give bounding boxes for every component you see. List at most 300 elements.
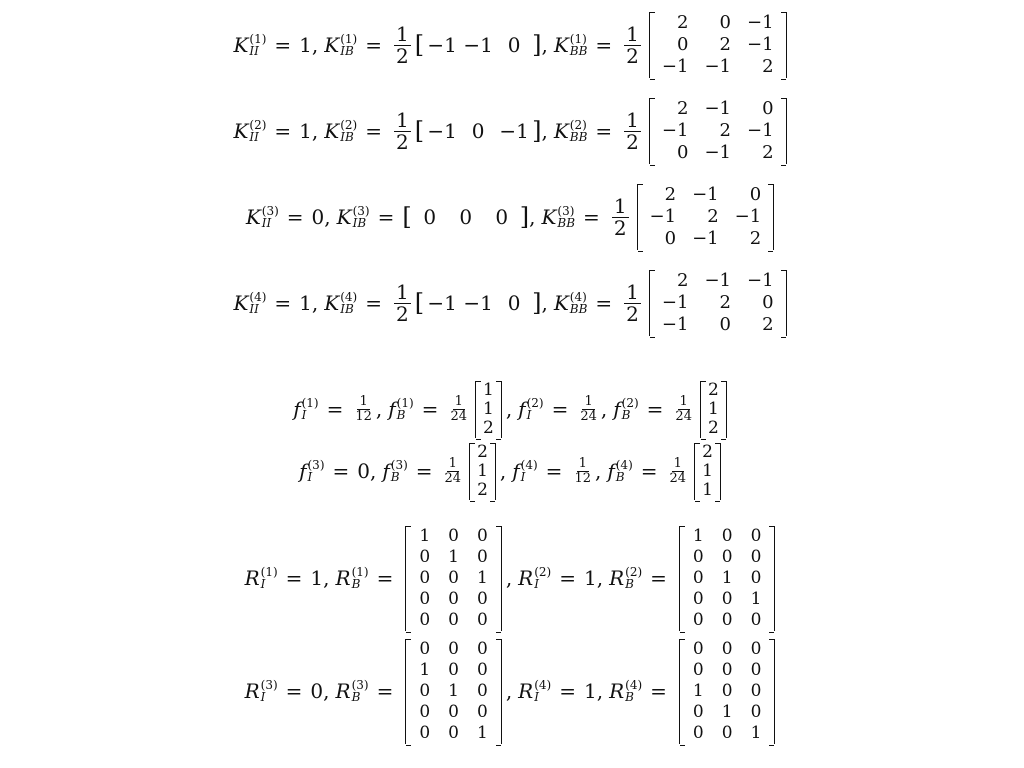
matrix-entry: −1	[704, 56, 731, 77]
r-i-symbol-superscript: (3)	[260, 678, 278, 692]
equals-sign: =	[376, 679, 394, 703]
r-b-symbol-letter: R	[335, 566, 351, 590]
k-ii-symbol-scripts	[262, 205, 279, 229]
r-b-symbol-letter: R	[335, 679, 351, 703]
matrix-entry: 0	[677, 142, 689, 163]
k-bb-symbol-superscript: (4)	[569, 290, 587, 304]
matrix-entry: 0	[692, 567, 704, 588]
f-b-prefactor	[670, 457, 687, 485]
k-ib-prefactor	[394, 21, 411, 68]
r-i-symbol-scripts	[261, 679, 278, 703]
matrix-entry: 1	[750, 588, 762, 609]
restriction-equation-row	[0, 636, 1024, 746]
comma: ,	[311, 33, 319, 57]
k-ib-symbol-superscript: (4)	[340, 290, 358, 304]
f-b-symbol-scripts	[622, 397, 639, 421]
f-b-prefactor-denominator: 24	[450, 408, 467, 424]
comma: ,	[505, 679, 513, 703]
equals-sign: =	[415, 459, 433, 483]
f-b-prefactor-denominator: 24	[669, 470, 687, 486]
matrix-entry: −1	[692, 228, 719, 249]
r-b-symbol-letter: R	[609, 679, 625, 703]
matrix-entry: −1	[704, 142, 731, 163]
k-ib-symbol-scripts	[353, 205, 370, 229]
k-bb-prefactor-denominator: 2	[626, 129, 639, 154]
k-ib-symbol-scripts	[340, 33, 357, 57]
k-ii-symbol	[233, 291, 266, 315]
k-ib-prefactor-denominator: 2	[395, 301, 409, 326]
matrix-entry: 0	[419, 680, 431, 701]
k-ii-symbol-letter: K	[233, 119, 249, 143]
r-i-value: 1	[584, 679, 597, 703]
k-bb-symbol	[554, 291, 588, 315]
r-i-symbol-letter: R	[244, 679, 260, 703]
matrix-entry: 0	[476, 680, 488, 701]
matrix-entry: 1	[419, 659, 431, 680]
matrix-entry: −1	[661, 56, 689, 77]
k-bb-prefactor	[612, 193, 629, 240]
f-b-vector	[469, 443, 496, 500]
stiffness-equation-row	[0, 10, 1024, 80]
matrix-entry: 0	[448, 722, 459, 743]
equals-sign: =	[650, 679, 667, 703]
k-ib-prefactor-numerator: 1	[395, 21, 409, 46]
k-ib-symbol-subscript: IB	[340, 44, 354, 58]
r-b-symbol	[609, 679, 642, 703]
matrix-entry: 0	[476, 525, 488, 546]
matrix-entry: 0	[721, 588, 733, 609]
matrix-entry: 1	[692, 525, 704, 546]
equals-sign: =	[274, 291, 292, 315]
stiffness-equation-row	[0, 268, 1024, 338]
equals-sign: =	[583, 205, 600, 229]
k-ib-vector	[415, 289, 542, 317]
k-bb-symbol	[541, 205, 575, 229]
equals-sign: =	[545, 459, 563, 483]
vector-entry: −1	[463, 291, 493, 315]
matrix-entry: −1	[692, 184, 719, 205]
matrix-entry: 1	[476, 722, 488, 743]
f-b-symbol-letter: f	[382, 459, 390, 483]
k-ii-symbol	[233, 119, 266, 143]
k-ib-prefactor-denominator: 2	[395, 129, 409, 154]
k-ib-prefactor	[394, 279, 411, 326]
matrix-entry: 0	[448, 609, 459, 630]
k-ib-symbol-superscript: (1)	[340, 32, 358, 46]
f-b-symbol-superscript: (3)	[390, 458, 408, 472]
matrix-entry: 1	[702, 460, 713, 481]
matrix-entry: 2	[749, 228, 762, 249]
k-bb-symbol-subscript: BB	[569, 302, 588, 316]
f-b-prefactor-numerator: 1	[673, 455, 682, 471]
k-bb-matrix	[637, 184, 775, 250]
equals-sign: =	[559, 679, 576, 703]
f-b-vector	[475, 381, 502, 438]
r-b-symbol-superscript: (3)	[351, 678, 369, 692]
matrix-entry: 2	[707, 379, 719, 400]
stiffness-equation-row	[0, 182, 1024, 252]
matrix-entry: 0	[692, 659, 704, 680]
f-b-prefactor	[675, 395, 692, 423]
f-i-symbol-letter: f	[512, 459, 520, 483]
k-ib-prefactor-denominator: 2	[395, 43, 409, 68]
matrix-entry: 2	[762, 142, 774, 163]
k-ii-symbol-scripts	[249, 291, 266, 315]
f-b-symbol	[613, 397, 638, 421]
equals-sign: =	[377, 205, 395, 229]
matrix-entry: 0	[750, 659, 762, 680]
k-bb-prefactor-numerator: 1	[626, 279, 639, 304]
right-bracket: ]	[532, 117, 542, 145]
matrix-entry: 1	[702, 479, 713, 500]
f-i-value: 0	[357, 459, 370, 483]
comma: ,	[375, 397, 383, 421]
matrix-entry: −1	[734, 206, 762, 227]
f-i-symbol-scripts	[302, 397, 319, 421]
f-i-fraction-numerator: 1	[359, 393, 368, 409]
matrix-entry: 1	[482, 379, 494, 400]
k-bb-symbol-scripts	[570, 291, 588, 315]
matrix-entry: 1	[448, 546, 459, 567]
f-b-prefactor	[445, 457, 462, 485]
matrix-entry: 0	[692, 722, 704, 743]
left-bracket: [	[402, 203, 412, 231]
equals-sign: =	[365, 33, 382, 57]
k-ii-symbol	[233, 33, 266, 57]
r-i-symbol	[518, 679, 551, 703]
left-bracket: [	[414, 117, 425, 145]
k-ib-symbol-superscript: (3)	[352, 204, 370, 218]
f-b-symbol-subscript: B	[390, 470, 400, 484]
k-ib-symbol	[324, 33, 357, 57]
f-i-symbol-scripts	[527, 397, 544, 421]
matrix-entry: 0	[692, 701, 704, 722]
k-ib-symbol	[337, 205, 370, 229]
comma: ,	[541, 291, 548, 315]
k-bb-symbol-letter: K	[553, 291, 569, 315]
matrix-entry: 1	[482, 398, 494, 419]
f-b-vector	[694, 443, 721, 500]
left-bracket: [	[414, 31, 425, 59]
r-i-symbol-scripts	[261, 566, 278, 590]
f-i-symbol	[299, 459, 324, 483]
k-bb-matrix	[649, 12, 787, 78]
right-bracket: ]	[532, 31, 542, 59]
k-ii-value: 1	[299, 119, 312, 143]
matrix-entry: 1	[419, 525, 431, 546]
f-i-fraction-denominator: 12	[574, 470, 591, 486]
k-ii-symbol-subscript: II	[261, 216, 272, 230]
k-bb-prefactor-numerator: 1	[626, 107, 639, 132]
matrix-entry: −1	[704, 98, 731, 119]
r-i-symbol	[245, 566, 278, 590]
r-b-symbol-superscript: (4)	[625, 678, 643, 692]
matrix-entry: 0	[721, 638, 733, 659]
equals-sign: =	[559, 566, 576, 590]
comma: ,	[596, 679, 604, 703]
f-i-symbol-superscript: (2)	[526, 396, 544, 410]
k-bb-prefactor-numerator: 1	[626, 21, 639, 46]
k-ib-symbol-subscript: IB	[352, 216, 367, 230]
matrix-entry: 1	[476, 567, 488, 588]
r-b-symbol	[336, 679, 369, 703]
k-ii-symbol-superscript: (4)	[249, 290, 267, 304]
k-bb-prefactor-denominator: 2	[626, 43, 639, 68]
k-ib-vector	[402, 203, 529, 231]
f-b-vector	[700, 381, 727, 438]
r-b-symbol-subscript: B	[351, 577, 361, 591]
r-b-symbol	[336, 566, 369, 590]
f-i-symbol-superscript: (3)	[307, 458, 325, 472]
comma: ,	[541, 33, 548, 57]
matrix-entry: −1	[747, 120, 774, 141]
matrix-entry: 0	[750, 680, 762, 701]
k-bb-symbol-subscript: BB	[569, 44, 588, 58]
k-ii-symbol	[246, 205, 279, 229]
matrix-entry: 0	[750, 609, 762, 630]
comma: ,	[324, 205, 331, 229]
comma: ,	[529, 205, 536, 229]
f-i-symbol-scripts	[308, 459, 325, 483]
f-b-symbol-superscript: (1)	[396, 396, 414, 410]
vector-entry: 0	[471, 119, 485, 143]
comma: ,	[505, 397, 513, 421]
k-ii-symbol-scripts	[249, 33, 266, 57]
comma: ,	[596, 566, 604, 590]
equals-sign: =	[365, 291, 382, 315]
comma: ,	[311, 291, 319, 315]
matrix-entry: 0	[419, 588, 431, 609]
k-ii-symbol-scripts	[249, 119, 266, 143]
matrix-entry: −1	[661, 120, 689, 141]
r-i-symbol-letter: R	[244, 566, 260, 590]
f-b-symbol-superscript: (2)	[621, 396, 639, 410]
equals-sign: =	[274, 33, 292, 57]
vector-entry: −1	[427, 33, 457, 57]
matrix-entry: 0	[419, 722, 431, 743]
matrix-entry: 1	[477, 460, 488, 481]
matrix-entry: 0	[448, 525, 459, 546]
matrix-entry: −1	[704, 270, 731, 291]
matrix-entry: 0	[476, 701, 488, 722]
equals-sign: =	[595, 119, 613, 143]
matrix-entry: 0	[476, 546, 488, 567]
equals-sign: =	[595, 291, 613, 315]
r-i-symbol	[245, 679, 278, 703]
matrix-entry: 0	[419, 701, 431, 722]
vector-entry: 0	[495, 205, 509, 229]
k-ib-vector	[415, 117, 542, 145]
matrix-entry: 2	[664, 184, 677, 205]
r-b-symbol-scripts	[625, 679, 642, 703]
f-b-symbol	[388, 397, 413, 421]
k-ib-symbol-scripts	[340, 291, 357, 315]
r-i-symbol-subscript: I	[260, 690, 266, 704]
comma: ,	[370, 459, 377, 483]
k-ib-symbol-letter: K	[324, 119, 340, 143]
vector-entry: −1	[499, 119, 529, 143]
matrix-entry: 0	[692, 638, 704, 659]
f-i-fraction	[355, 395, 372, 423]
k-ib-prefactor-numerator: 1	[395, 279, 409, 304]
k-ib-symbol	[324, 291, 357, 315]
f-b-symbol-letter: f	[613, 397, 621, 421]
k-bb-prefactor	[624, 107, 641, 154]
f-b-prefactor-denominator: 24	[444, 470, 462, 486]
right-bracket: ]	[532, 289, 542, 317]
matrix-entry: 0	[750, 701, 762, 722]
matrix-entry: 0	[762, 98, 774, 119]
k-ii-symbol-letter: K	[233, 291, 249, 315]
r-b-matrix	[405, 639, 501, 744]
f-b-prefactor	[450, 395, 467, 423]
equals-sign: =	[421, 397, 439, 421]
f-i-fraction-denominator: 24	[580, 408, 597, 424]
k-ii-value: 1	[299, 291, 312, 315]
k-ib-symbol-superscript: (2)	[340, 118, 358, 132]
r-b-symbol-scripts	[352, 679, 369, 703]
equals-sign: =	[285, 566, 303, 590]
matrix-entry: 0	[750, 567, 762, 588]
r-i-symbol-letter: R	[518, 679, 534, 703]
matrix-entry: 2	[677, 12, 689, 33]
r-i-symbol-subscript: I	[260, 577, 266, 591]
matrix-entry: 1	[721, 701, 733, 722]
k-bb-matrix	[649, 98, 787, 164]
comma: ,	[499, 459, 507, 483]
k-ib-symbol-letter: K	[324, 291, 340, 315]
equals-sign: =	[332, 459, 350, 483]
equals-sign: =	[376, 566, 394, 590]
f-i-symbol-subscript: I	[526, 408, 532, 422]
f-i-symbol-superscript: (4)	[520, 458, 538, 472]
equals-sign: =	[274, 119, 292, 143]
equals-sign: =	[640, 459, 658, 483]
matrix-entry: 0	[448, 567, 459, 588]
matrix-entry: 0	[750, 546, 762, 567]
r-b-symbol-subscript: B	[625, 577, 634, 591]
f-i-symbol-letter: f	[518, 397, 526, 421]
equals-sign: =	[646, 397, 664, 421]
k-ii-value: 0	[311, 205, 325, 229]
k-ib-prefactor	[394, 107, 411, 154]
r-i-value: 0	[310, 679, 324, 703]
k-bb-prefactor-denominator: 2	[626, 301, 639, 326]
k-bb-prefactor-numerator: 1	[613, 193, 627, 218]
f-i-symbol	[518, 397, 543, 421]
matrix-entry: 0	[721, 546, 733, 567]
k-ib-symbol-subscript: IB	[340, 130, 354, 144]
vector-entry: 0	[507, 291, 521, 315]
k-ii-symbol-subscript: II	[249, 44, 259, 58]
comma: ,	[323, 679, 330, 703]
vector-entry: 0	[507, 33, 521, 57]
f-i-fraction-numerator: 1	[578, 455, 587, 471]
r-b-matrix	[405, 526, 501, 631]
equals-sign: =	[551, 397, 569, 421]
matrix-entry: 1	[721, 567, 733, 588]
k-bb-prefactor	[624, 279, 641, 326]
matrix-entry: 2	[762, 56, 774, 77]
matrix-entry: 2	[719, 34, 731, 55]
k-ii-symbol-letter: K	[233, 33, 249, 57]
vector-entry: 0	[459, 205, 473, 229]
load-equation-row	[0, 378, 1024, 440]
matrix-entry: 2	[707, 206, 719, 227]
r-b-symbol-scripts	[352, 566, 369, 590]
k-bb-symbol-subscript: BB	[569, 130, 588, 144]
f-i-symbol-subscript: I	[307, 470, 313, 484]
comma: ,	[505, 566, 513, 590]
equals-sign: =	[326, 397, 344, 421]
r-i-symbol-subscript: I	[534, 690, 539, 704]
matrix-entry: 0	[448, 701, 459, 722]
f-b-symbol-scripts	[397, 397, 414, 421]
k-bb-symbol-superscript: (2)	[569, 118, 587, 132]
f-i-fraction-denominator: 12	[355, 408, 372, 424]
matrix-entry: 0	[719, 12, 731, 33]
matrix-entry: 1	[448, 680, 459, 701]
r-b-symbol-superscript: (2)	[625, 565, 643, 579]
f-b-symbol-subscript: B	[615, 470, 625, 484]
f-i-fraction	[574, 457, 591, 485]
k-ib-symbol	[324, 119, 357, 143]
matrix-entry: 2	[707, 417, 719, 438]
vector-entry: −1	[427, 291, 457, 315]
matrix-entry: 2	[702, 441, 713, 462]
matrix-entry: −1	[747, 34, 774, 55]
matrix-entry: 2	[719, 292, 731, 313]
r-b-symbol-letter: R	[609, 566, 625, 590]
load-equation-row	[0, 440, 1024, 502]
matrix-entry: 2	[762, 314, 774, 335]
r-i-value: 1	[584, 566, 597, 590]
k-bb-symbol	[554, 119, 588, 143]
matrix-entry: 0	[419, 638, 431, 659]
matrix-entry: −1	[747, 12, 774, 33]
matrix-entry: 0	[476, 638, 488, 659]
equals-sign: =	[595, 33, 613, 57]
r-i-symbol-subscript: I	[534, 577, 539, 591]
matrix-entry: 2	[482, 417, 494, 438]
k-ib-symbol-scripts	[340, 119, 357, 143]
matrix-entry: 0	[476, 659, 488, 680]
k-ii-symbol-superscript: (2)	[249, 118, 267, 132]
f-b-symbol-scripts	[616, 459, 633, 483]
f-b-prefactor-numerator: 1	[679, 393, 688, 409]
f-i-symbol-letter: f	[299, 459, 307, 483]
k-bb-symbol	[554, 33, 588, 57]
matrix-entry: 0	[476, 609, 488, 630]
f-b-prefactor-denominator: 24	[675, 408, 692, 424]
r-b-symbol-superscript: (1)	[351, 565, 369, 579]
r-i-value: 1	[310, 566, 324, 590]
r-b-matrix	[679, 526, 775, 631]
k-ib-symbol-letter: K	[324, 33, 340, 57]
f-b-symbol-subscript: B	[621, 408, 631, 422]
f-b-symbol-subscript: B	[396, 408, 406, 422]
k-ib-prefactor-numerator: 1	[395, 107, 409, 132]
comma: ,	[323, 566, 330, 590]
matrix-entry: 0	[419, 609, 431, 630]
r-b-symbol-subscript: B	[625, 690, 634, 704]
left-bracket: [	[414, 289, 425, 317]
k-ii-value: 1	[299, 33, 312, 57]
k-bb-matrix	[649, 270, 787, 336]
restriction-equation-row	[0, 523, 1024, 633]
r-b-symbol	[609, 566, 642, 590]
r-b-matrix	[679, 639, 775, 744]
